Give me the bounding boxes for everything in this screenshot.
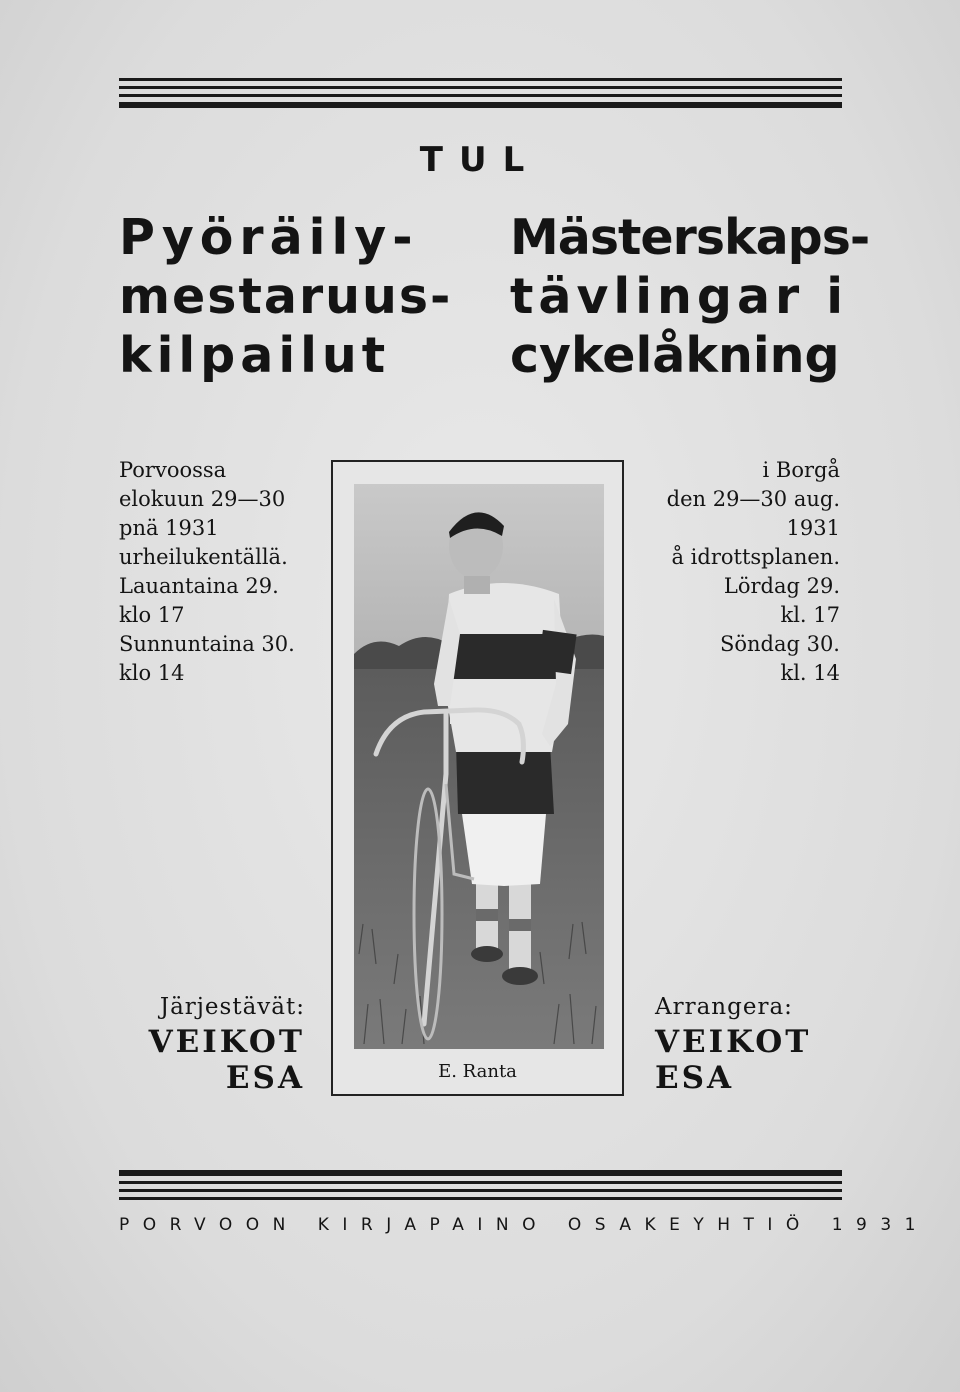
rule-line <box>119 1181 842 1184</box>
organizers-swedish <box>655 990 811 1096</box>
info-line: å idrottsplanen. <box>671 545 840 569</box>
organization-heading: TUL <box>419 140 541 180</box>
organizers-label: Arrangera: <box>655 994 793 1020</box>
event-info-swedish <box>667 456 840 688</box>
organizers-finnish <box>149 990 305 1096</box>
title-line: tävlingar i <box>510 268 849 325</box>
title-line: mestaruus- <box>119 268 453 325</box>
rule-line <box>119 102 842 108</box>
organizer-name: ESA <box>225 1060 305 1096</box>
title-line: kilpailut <box>119 327 391 384</box>
photo-caption: E. Ranta <box>438 1061 517 1082</box>
rule-line <box>119 78 842 81</box>
title-finnish <box>119 208 452 385</box>
title-line: Mästerskaps- <box>510 209 870 266</box>
bottom-rule-lines <box>119 1170 842 1205</box>
info-line: klo 17 <box>119 603 185 627</box>
printer-imprint: PORVOON KIRJAPAINO OSAKEYHTIÖ 1931 <box>119 1215 929 1235</box>
info-line: klo 14 <box>119 661 185 685</box>
info-line: Söndag 30. <box>719 632 840 656</box>
rule-line <box>119 1189 842 1192</box>
title-line: cykelåkning <box>510 327 840 384</box>
title-line: Pyöräily- <box>119 209 419 266</box>
photo-frame <box>331 460 624 1096</box>
event-info-finnish <box>119 456 295 688</box>
cyclist-photo <box>354 484 604 1049</box>
info-line: pnä 1931 <box>119 516 219 540</box>
rule-line <box>119 86 842 89</box>
info-line: Porvoossa <box>119 458 227 482</box>
info-line: 1931 <box>786 516 840 540</box>
title-swedish <box>510 208 869 385</box>
info-line: elokuun 29—30 <box>119 487 286 511</box>
organizers-label: Järjestävät: <box>159 994 305 1020</box>
organizer-name: ESA <box>655 1060 735 1096</box>
rule-line <box>119 94 842 97</box>
info-line: kl. 17 <box>780 603 840 627</box>
info-line: den 29—30 aug. <box>666 487 840 511</box>
rule-line <box>119 1197 842 1200</box>
organizer-name: VEIKOT <box>148 1024 305 1060</box>
info-line: Lördag 29. <box>723 574 840 598</box>
info-line: kl. 14 <box>780 661 840 685</box>
info-line: i Borgå <box>762 458 840 482</box>
organizer-name: VEIKOT <box>655 1024 812 1060</box>
top-rule-lines <box>119 78 842 113</box>
rule-line <box>119 1170 842 1176</box>
info-line: Lauantaina 29. <box>119 574 279 598</box>
info-line: urheilukentällä. <box>119 545 288 569</box>
info-line: Sunnuntaina 30. <box>119 632 295 656</box>
